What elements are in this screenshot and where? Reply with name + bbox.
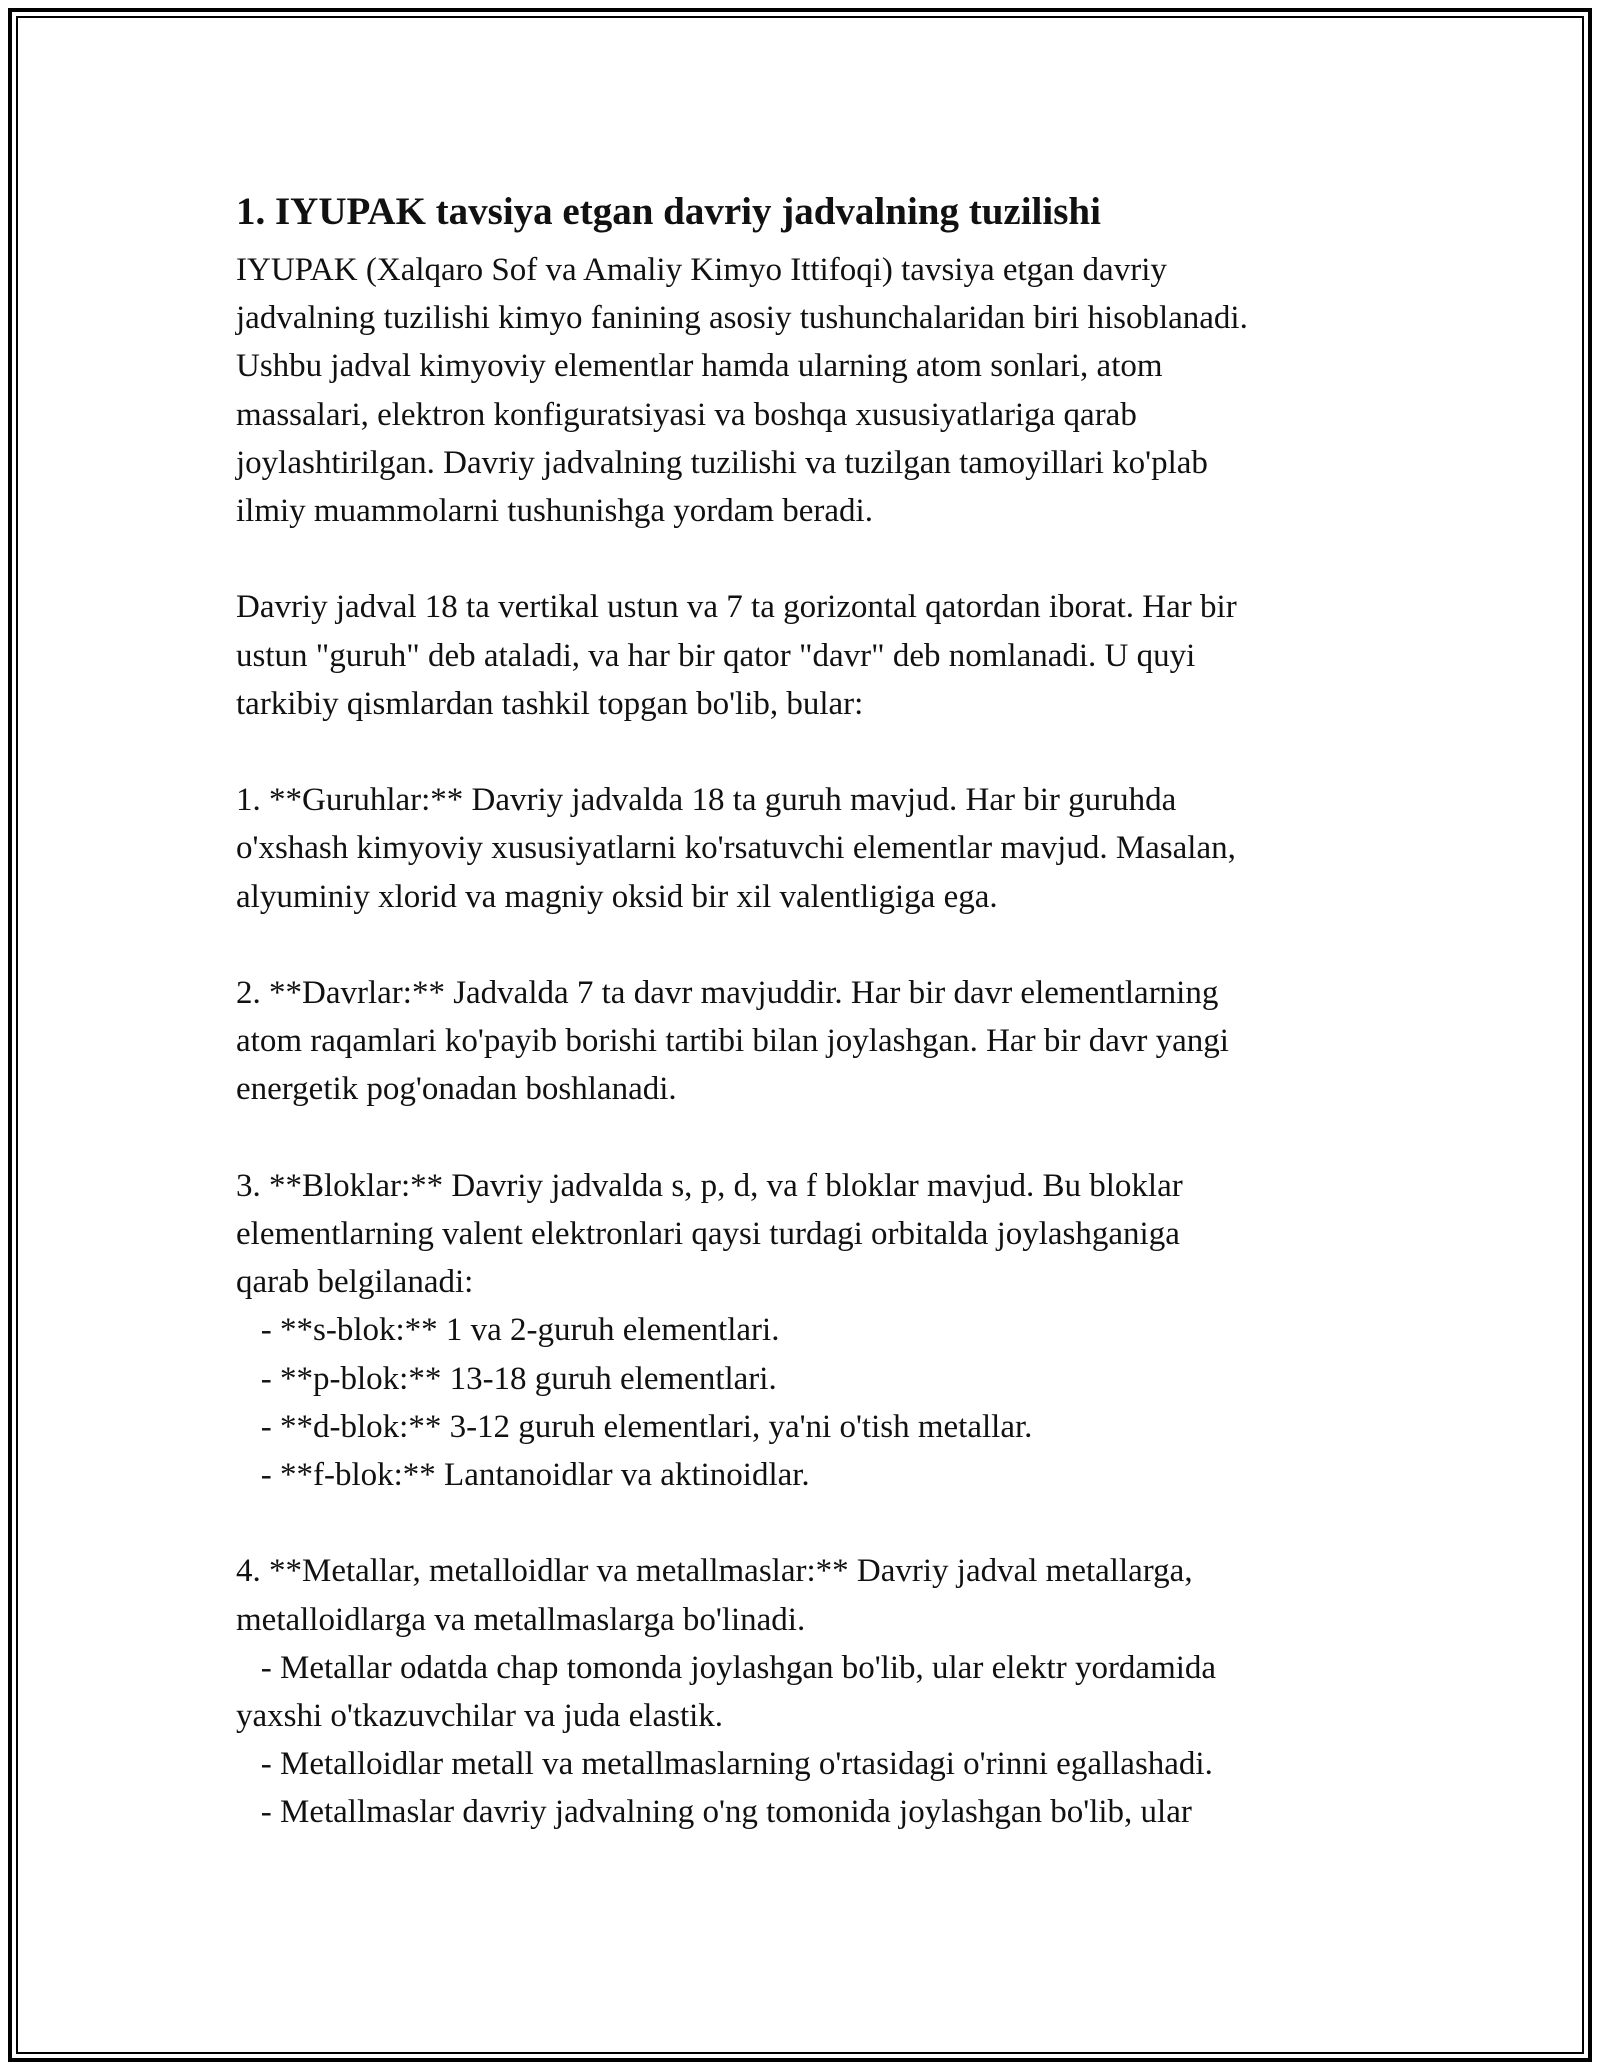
paragraph-spacer xyxy=(236,728,1396,776)
paragraph-spacer xyxy=(236,1114,1396,1162)
periods-paragraph: 2. **Davrlar:** Jadvalda 7 ta davr mavjuddir. Har bir davr elementlarning atom raqamlari ko'payib borishi tartibi bilan joylashgan. Har bir davr yangi energetik pog'onadan boshlanadi. xyxy=(236,975,1229,1108)
intro-paragraph: IYUPAK (Xalqaro Sof va Amaliy Kimyo Ittifoqi) tavsiya etgan davriy jadvalning tuzilishi kimyo fanining asosiy tushunchalaridan biri hisoblanadi. Ushbu jadval kimyoviy elementlar hamda ularning atom sonlari, atom massalari, elektron konfiguratsiyasi va boshqa xususiyatlariga qarab joylashtirilgan. Davriy jadvalning tuzilishi va tuzilgan tamoyillari ko'plab ilmiy muammolarni tushunishga yordam beradi. xyxy=(236,252,1248,530)
metals-paragraph: 4. **Metallar, metalloidlar va metallmaslar:** Davriy jadval metallarga, metalloidlarga va metallmaslarga bo'linadi. - Metallar odatda chap tomonda joylashgan bo'lib, ular elektr yordamida yaxshi o'tkazuvchilar va juda elastik. - Metalloidlar metall va metallmaslarning o'rtasidagi o'rinni egallashadi. - Metallmaslar davriy jadvalning o'ng tomonida joylashgan bo'lib, ular xyxy=(236,1553,1217,1831)
document-body xyxy=(236,186,1396,1837)
blocks-paragraph: 3. **Bloklar:** Davriy jadvalda s, p, d, va f bloklar mavjud. Bu bloklar elementlarning valent elektronlari qaysi turdagi orbitalda joylashganiga qarab belgilanadi: - **s-blok:** 1 va 2-guruh elementlari. - **p-blok:** 13-18 guruh elementlari. - **d-blok:** 3-12 guruh elementlari, ya'ni o'tish metallar. - **f-blok:** Lantanoidlar va aktinoidlar. xyxy=(236,1167,1183,1494)
paragraph-spacer xyxy=(236,535,1396,583)
paragraph-spacer xyxy=(236,921,1396,969)
document-title: 1. IYUPAK tavsiya etgan davriy jadvalning tuzilishi xyxy=(236,190,1101,233)
paragraph-spacer xyxy=(236,1499,1396,1547)
structure-paragraph: Davriy jadval 18 ta vertikal ustun va 7 ta gorizontal qatordan iborat. Har bir ustun "guruh" deb ataladi, va har bir qator "davr" deb nomlanadi. U quyi tarkibiy qismlardan tashkil topgan bo'lib, bular: xyxy=(236,589,1237,722)
groups-paragraph: 1. **Guruhlar:** Davriy jadvalda 18 ta guruh mavjud. Har bir guruhda o'xshash kimyoviy xususiyatlarni ko'rsatuvchi elementlar mavjud. Masalan, alyuminiy xlorid va magniy oksid bir xil valentligiga ega. xyxy=(236,782,1236,915)
